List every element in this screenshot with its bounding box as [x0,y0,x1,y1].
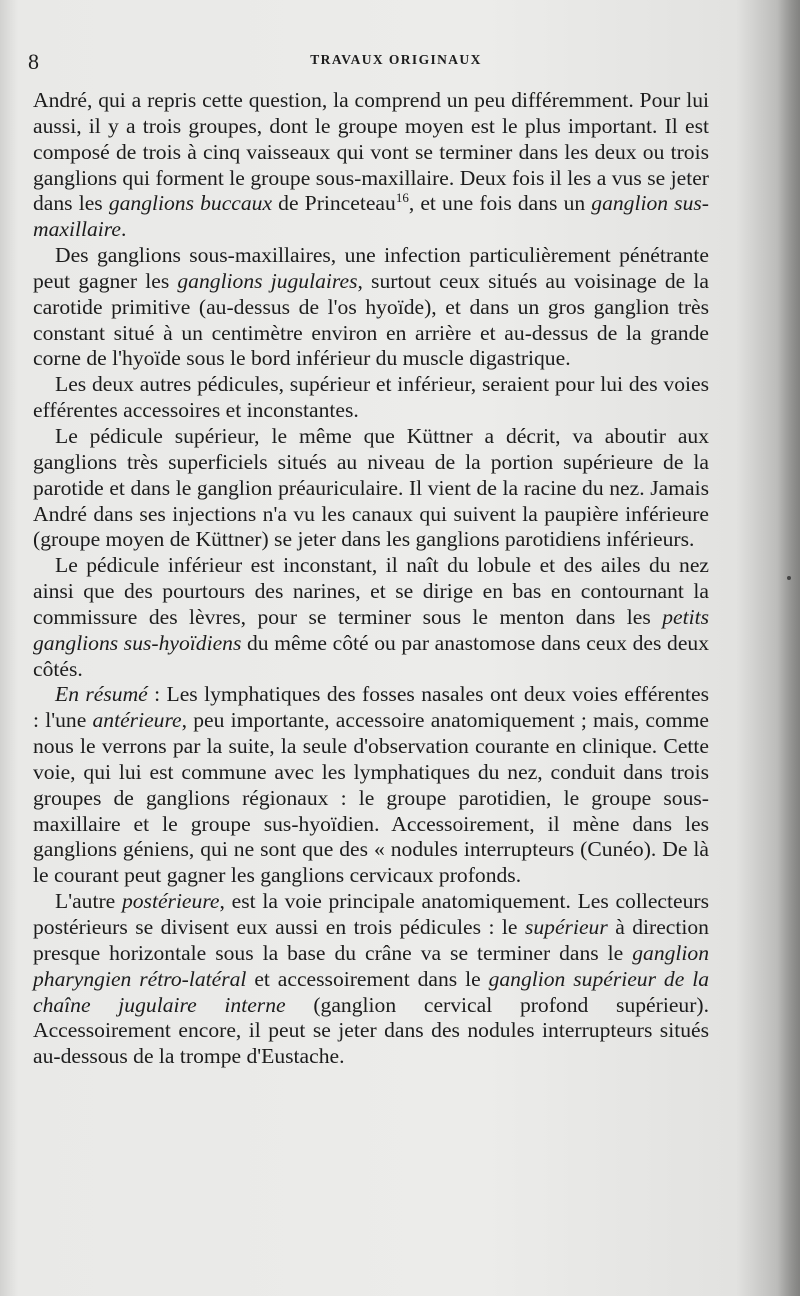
italic-term: supérieur [524,915,608,939]
text-run: , peu importante, accessoire anatomiquement ; mais, comme nous le verrons par la suite, la seule d'observation courante en clinique. Cette voie, qui lui est commune avec les lymphatiques du nez, conduit dans trois groupes de ganglions régionaux : le groupe parotidien, le groupe sous-maxillaire et le groupe sus-hyoïdien. Accessoirement, il mène dans les ganglions géniens, qui ne sont que des « nodules interrupteurs (Cunéo). De là le courant peut gagner les ganglions cervicaux profonds. [33,708,709,888]
ink-speck [787,576,791,580]
reference-number: 16 [395,190,409,206]
paragraph-posterieure [33,889,709,1070]
paragraph-pedicule-inferieur [33,553,709,682]
text-run: de Princeteau [272,191,396,216]
text-run: L'autre [55,889,122,914]
italic-term: petits ganglions sus-hyoïdiens [33,604,709,655]
page-number: 8 [28,49,39,74]
text-run: (ganglion cervical profond supérieur). Accessoirement encore, il peut se jeter dans des nodules interrupteurs situés au-dessous de la trompe d'Eustache. [33,992,709,1069]
body-text [33,88,709,1070]
text-run: André, qui a repris cette question, la comprend un peu différemment. Pour lui aussi, il y a trois groupes, dont le groupe moyen est le plus important. Il est composé de trois à cinq vaisseaux qui vont se terminer dans les deux ou trois ganglions qui forment le groupe sous-maxillaire. Deux fois il les a vus se jeter dans les [33,88,709,216]
text-run: à direction presque horizontale sous la base du crâne va se terminer dans le [33,915,709,965]
text-run: . [120,217,127,242]
paragraph-sous-maxillaires [33,243,709,372]
text-run: Le pédicule inférieur est inconstant, il naît du lobule et des ailes du nez ainsi que des pourtours des narines, et se dirige en bas en contournant la commissure des lèvres, pour se terminer sous le menton dans les [33,553,709,629]
italic-term: antérieure [92,708,182,733]
paragraph-pedicule-superieur [33,424,709,553]
italic-term: ganglion pharyngien rétro-latéral [33,940,709,991]
paragraph-en-resume [33,682,709,889]
text-run: , surtout ceux situés au voisinage de la carotide primitive (au-dessus de l'os hyoïde), et dans un gros ganglion très constant situé à un centimètre environ en arrière et au-dessus de la grande corne de l'hyoïde sous le bord inférieur du muscle digastrique. [33,268,709,371]
text-run: du même côté ou par anastomose dans ceux des deux côtés. [33,630,709,681]
italic-term: ganglions buccaux [108,191,273,216]
page-header [28,48,764,76]
text-run: et accessoirement dans le [246,966,489,991]
paragraph-andre [33,88,709,243]
text-run: Le pédicule supérieur, le même que Küttner a décrit, va aboutir aux ganglions très superficiels situés au niveau de la portion supérieure de la parotide et dans le ganglion préauriculaire. Il vient de la racine du nez. Jamais André dans ses injections n'a vu les canaux qui suivent la paupière inférieure (groupe moyen de Küttner) se jeter dans les ganglions parotidiens inférieurs. [33,423,709,552]
text-run: , est la voie principale anatomiquement. Les collecteurs postérieurs se divisent eux aussi en trois pédicules : le [33,889,709,939]
italic-term: En résumé [55,682,148,707]
text-run: Des ganglions sous-maxillaires, une infection particulièrement pénétrante peut gagner les [33,243,709,293]
italic-term: postérieure [121,889,220,914]
text-run: , et une fois dans un [408,191,592,216]
text-run: Les deux autres pédicules, supérieur et inférieur, seraient pour lui des voies efférentes accessoires et inconstantes. [33,372,709,423]
paragraph-deux-pedicules [33,372,709,424]
running-title: TRAVAUX ORIGINAUX [310,52,482,67]
text-run: : Les lymphatiques des fosses nasales ont deux voies efférentes : l'une [33,682,709,733]
italic-term: ganglion supérieur de la chaîne jugulaire interne [33,966,709,1017]
page-edge-shadow [778,0,800,1296]
italic-term: ganglion sus-maxillaire [33,191,709,242]
italic-term: ganglions jugulaires [177,268,358,293]
